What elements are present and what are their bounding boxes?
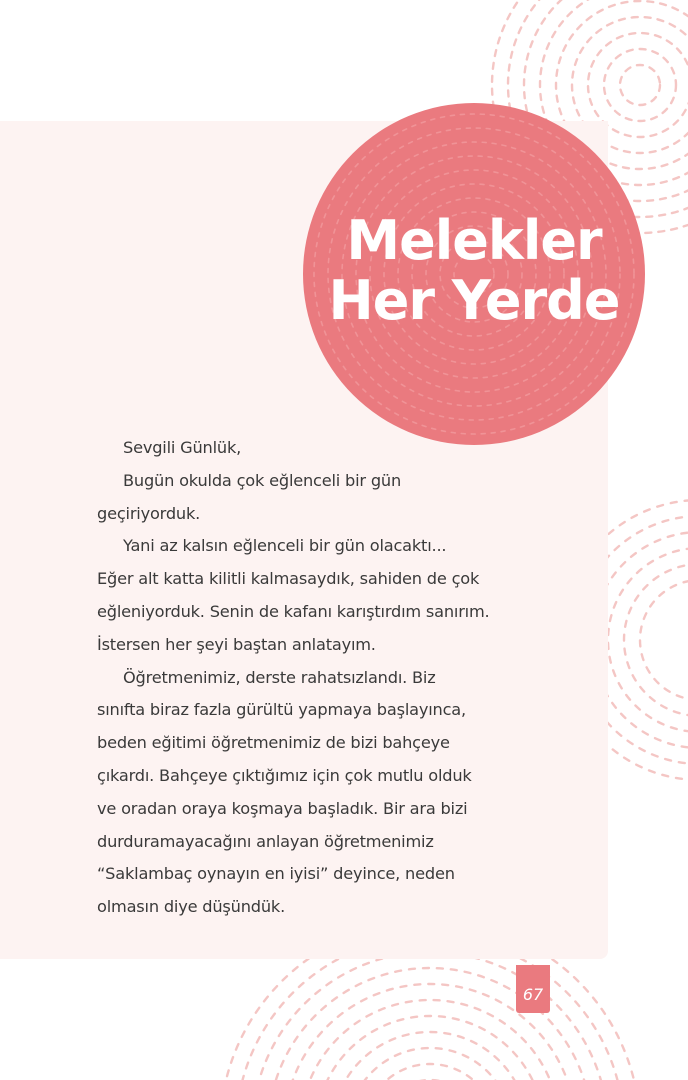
text-line: geçiriyorduk. xyxy=(97,503,201,523)
text-line: olmasın diye düşündük. xyxy=(97,897,286,917)
text-line: sınıfta biraz fazla gürültü yapmaya başlayınca, xyxy=(97,700,466,720)
text-line: beden eğitimi öğretmenimiz de bizi bahçeye xyxy=(97,733,450,753)
text-line: Sevgili Günlük, xyxy=(123,438,242,457)
title-badge xyxy=(303,103,645,445)
text-line: eğleniyorduk. Senin de kafanı karıştırdım sanırım. xyxy=(97,601,490,621)
text-line: Bugün okulda çok eğlenceli bir gün xyxy=(123,470,402,490)
chapter-title-line-1: Melekler xyxy=(346,209,602,272)
text-line: “Saklambaç oynayın en iyisi” deyince, neden xyxy=(97,864,455,884)
chapter-title xyxy=(303,211,645,331)
text-line: durduramayacağını anlayan öğretmenimiz xyxy=(97,831,434,851)
chapter-title-line-2: Her Yerde xyxy=(328,269,620,332)
page-number: 67 xyxy=(516,965,550,1013)
diary-text xyxy=(97,432,509,924)
text-line: ve oradan oraya koşmaya başladık. Bir ara bizi xyxy=(97,798,468,818)
text-line: İstersen her şeyi baştan anlatayım. xyxy=(97,634,376,654)
text-line: Eğer alt katta kilitli kalmasaydık, sahiden de çok xyxy=(97,569,480,589)
text-line: Öğretmenimiz, derste rahatsızlandı. Biz xyxy=(123,667,436,687)
text-line: çıkardı. Bahçeye çıktığımız için çok mutlu olduk xyxy=(97,765,472,785)
text-line: Yani az kalsın eğlenceli bir gün olacaktı... xyxy=(123,536,447,556)
